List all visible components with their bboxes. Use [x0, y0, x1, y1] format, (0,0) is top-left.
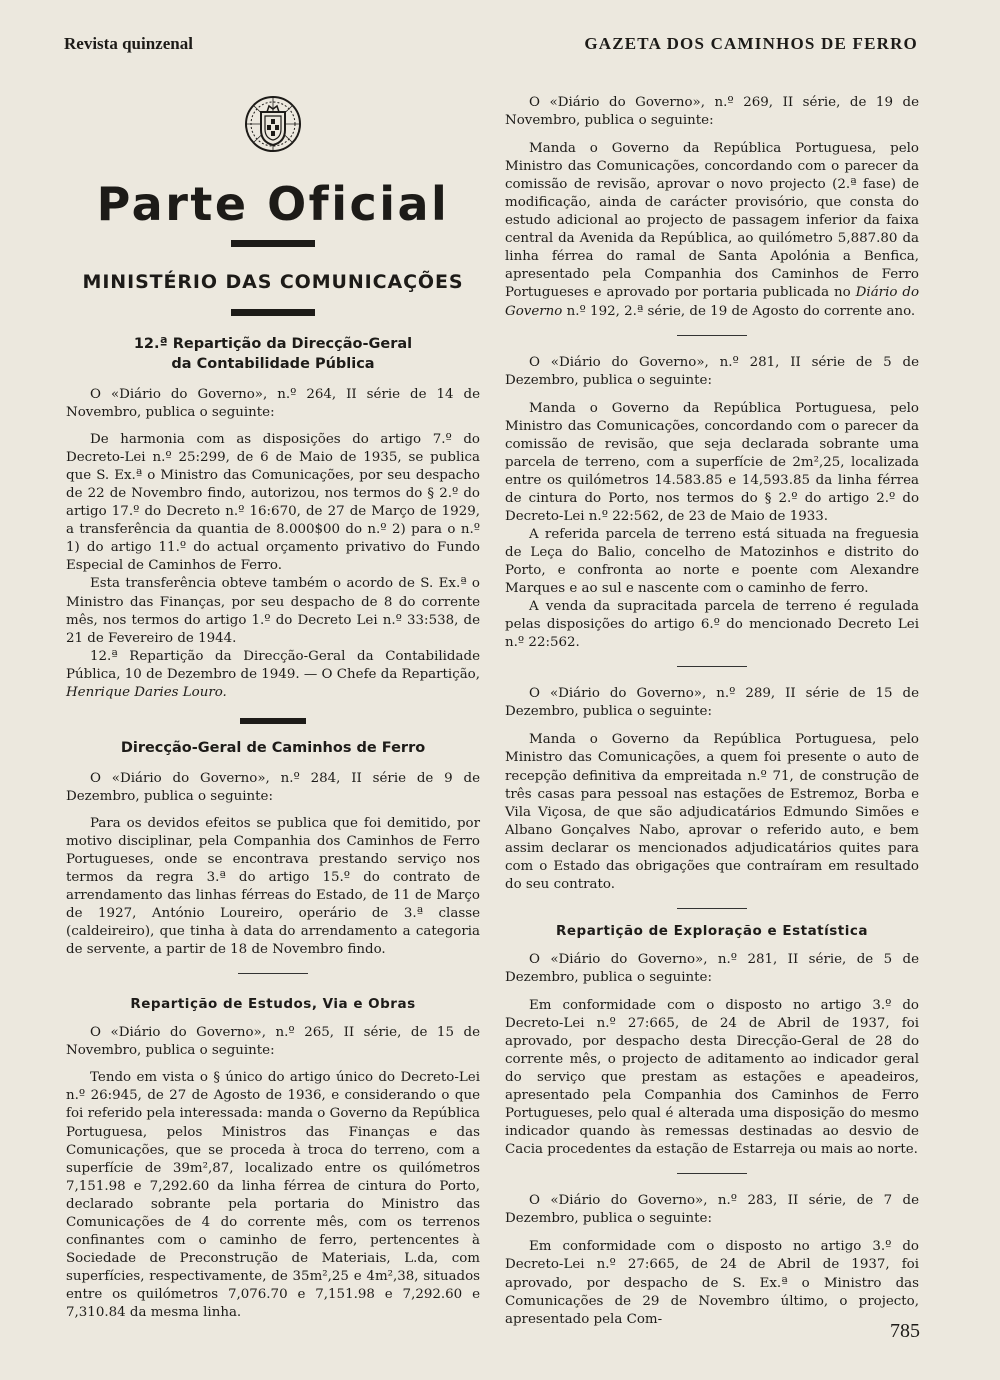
section2-intro: O «Diário do Governo», n.º 284, II série de 9 de Dezembro, publica o seguinte:	[66, 770, 480, 804]
divider-1	[677, 335, 747, 336]
section-heading-caminhos: Direcção-Geral de Caminhos de Ferro	[120, 739, 426, 756]
divider-2	[677, 666, 747, 667]
header-right: GAZETA DOS CAMINHOS DE FERRO	[584, 34, 918, 53]
header-left: Revista quinzenal	[64, 34, 193, 53]
title-rule	[231, 240, 315, 247]
item5-intro: O «Diário do Governo», n.º 283, II série, de 7 de Dezembro, publica o seguinte:	[505, 1193, 919, 1227]
page-title: Parte Oficial	[96, 177, 450, 231]
item2-intro: O «Diário do Governo», n.º 281, II série de 5 de Dezembro, publica o seguinte:	[505, 354, 919, 388]
item5-body: Em conformidade com o disposto no artigo 3.º do Decreto-Lei n.º 27:665, de 24 de Abril de 1937, foi aprovado, por despacho de S. Ex.ª o Ministro das Comunicações de 29 de Novembro último, o projecto, apresentado pela Com-	[505, 1239, 919, 1327]
section-heading-line-1: 12.ª Repartição da Direcção-Geral	[133, 336, 413, 352]
divider-4	[677, 1173, 747, 1174]
item2-paragraph-1: Manda o Governo da República Portuguesa, pelo Ministro das Comunicações, concordando com o parecer da comissão de revisão, que seja declarada sobrante uma parcela de terreno, com a superfície de 2m²,25, localizada entre os quilómetros 14.583.85 e 14,593.85 da linha férrea de cintura do Porto, nos termos do § 2.º do artigo 2.º do Decreto-Lei n.º 22:562, de 23 de Maio de 1933.	[505, 400, 919, 524]
section2-paragraph: Para os devidos efeitos se publica que foi demitido, por motivo disciplinar, pela Companhia dos Caminhos de Ferro Portugueses, onde se encontrava prestando serviço nos termos da regra 3.ª do artigo 15.º do contrato de arrendamento das linhas férreas do Estado, de 11 de Março de 1927, António Loureiro, operário de 3.ª classe (caldeireiro), que tinha à data do arrendamento a categoria de servente, a partir de 18 de Novembro findo.	[66, 815, 480, 958]
section1-paragraph-3	[66, 648, 480, 702]
page-number: 785	[890, 1320, 920, 1342]
item2-paragraph-3: A venda da supracitada parcela de terreno é regulada pelas disposições do artigo 6.º do mencionado Decreto Lei n.º 22:562.	[505, 599, 919, 651]
divider-3	[677, 908, 747, 909]
section3-intro: O «Diário do Governo», n.º 265, II série, de 15 de Novembro, publica o seguinte:	[66, 1025, 480, 1059]
section1-paragraph-1: De harmonia com as disposições do artigo 7.º do Decreto-Lei n.º 25:299, de 6 de Maio de 1935, se publica que S. Ex.ª o Ministro das Comunicações, por seu despacho de 22 de Novembro findo, autorizou, nos termos do § 2.º do artigo 17.º do Decreto n.º 16:670, de 27 de Março de 1929, a transferência da quantia de 8.000$00 do n.º 2) para o n.º 1) do artigo 11.º do actual orçamento privativo do Fundo Especial de Caminhos de Ferro.	[66, 432, 480, 574]
section1-signature: Henrique Daries Louro.	[66, 684, 227, 700]
right-column	[505, 94, 919, 1329]
item4-body: Em conformidade com o disposto no artigo 3.º do Decreto-Lei n.º 27:665, de 24 de Abril de 1937, foi aprovado, por despacho desta Direcção-Geral de 28 do corrente mês, o projecto de aditamento ao indicador geral do serviço que prestam as estações e apeadeiros, apresentado pela Companhia dos Caminhos de Ferro Portugueses, pelo qual é alterada uma disposição do mesmo indicador quando às remessas destinadas ao desvio de Cacia procedentes da estação de Estarreja ou mais ao norte.	[505, 997, 919, 1158]
section1-intro: O «Diário do Governo», n.º 264, II série de 14 de Novembro, publica o seguinte:	[66, 387, 480, 421]
ministry-rule	[231, 309, 315, 316]
section1-dateline: 12.ª Repartição da Direcção-Geral da Contabilidade Pública, 10 de Dezembro de 1949. — O Chefe da Repartição,	[66, 648, 480, 682]
item1-body-text: Manda o Governo da República Portuguesa, pelo Ministro das Comunicações, concordando com o parecer da comissão de revisão, aprovar o novo projecto (2.ª fase) de modificação, ainda de carácter provisório, que consta do estudo adicional ao projecto de passagem inferior da faixa central da Avenida da República, ao quilómetro 5,887.80 da linha férrea do ramal de Santa Apolónia a Benfica, apresentado pela Companhia dos Caminhos de Ferro Portugueses e aprovado por portaria publicada no	[505, 141, 919, 301]
item3-intro: O «Diário do Governo», n.º 289, II série de 15 de Dezembro, publica o seguinte:	[505, 686, 919, 720]
portuguese-coat-of-arms-icon	[243, 92, 303, 154]
section1-paragraph-2: Esta transferência obteve também o acordo de S. Ex.ª o Ministro das Finanças, por seu despacho de 8 do corrente mês, nos termos do artigo 1.º do Decreto Lei n.º 33:538, de 21 de Fevereiro de 1944.	[66, 576, 480, 646]
section-divider	[240, 718, 306, 724]
left-column	[66, 92, 480, 1322]
item1-body	[505, 140, 919, 320]
item4-intro: O «Diário do Governo», n.º 281, II série, de 5 de Dezembro, publica o seguinte:	[505, 951, 919, 985]
section-heading-estudos: Repartição de Estudos, Via e Obras	[130, 996, 416, 1013]
item1-body-tail: n.º 192, 2.ª série, de 19 de Agosto do corrente ano.	[566, 303, 916, 319]
section-heading-contabilidade	[66, 334, 480, 374]
section-divider-thin	[238, 973, 308, 974]
section-heading-line-2: da Contabilidade Pública	[171, 356, 375, 372]
item3-body: Manda o Governo da República Portuguesa, pelo Ministro das Comunicações, a quem foi presente o auto de recepção definitiva da empreitada n.º 71, de construção de três casas para pessoal nas estações de Estremoz, Borba e Vila Viçosa, de que são adjudicatários Edmundo Simões e Albano Gonçalves Nabo, aprovar o referido auto, e bem assim declarar os mencionados adjudicatários quites para com o Estado das obrigações que contraíram em resultado do seu contrato.	[505, 732, 919, 892]
item2-paragraph-2: A referida parcela de terreno está situada na freguesia de Leça do Balio, concelho de Matozinhos e distrito do Porto, e confronta ao norte e poente com Alexandre Marques e ao sul e nascente com o caminho de ferro.	[505, 526, 919, 597]
running-header	[64, 34, 918, 58]
section-heading-exploracao: Repartição de Exploração e Estatística	[555, 922, 868, 939]
section3-paragraph: Tendo em vista o § único do artigo único do Decreto-Lei n.º 26:945, de 27 de Agosto de 1936, e considerando o que foi referido pela interessada: manda o Governo da República Portuguesa, pelos Ministros das Finanças e das Comunicações, que se proceda à troca do terreno, com a superfície de 39m²,87, localizado entre os quilómetros 7,151.98 e 7,292.60 da linha férrea de cintura do Porto, declarado sobrante pela portaria do Ministro das Comunicações de 4 do corrente mês, com os terrenos confinantes com o caminho de ferro, pertencentes à Sociedade de Preconstrução de Materiais, L.da, com superfícies, respectivamente, de 35m²,25 e 4m²,38, situados entre os quilómetros 7,076.70 e 7,151.98 e 7,292.60 e 7,310.84 da mesma linha.	[66, 1070, 480, 1320]
item1-intro: O «Diário do Governo», n.º 269, II série, de 19 de Novembro, publica o seguinte:	[505, 95, 919, 129]
ministry-heading: MINISTÉRIO DAS COMUNICAÇÕES	[82, 271, 464, 293]
item1-italic-title: Diário do Governo	[505, 285, 920, 319]
